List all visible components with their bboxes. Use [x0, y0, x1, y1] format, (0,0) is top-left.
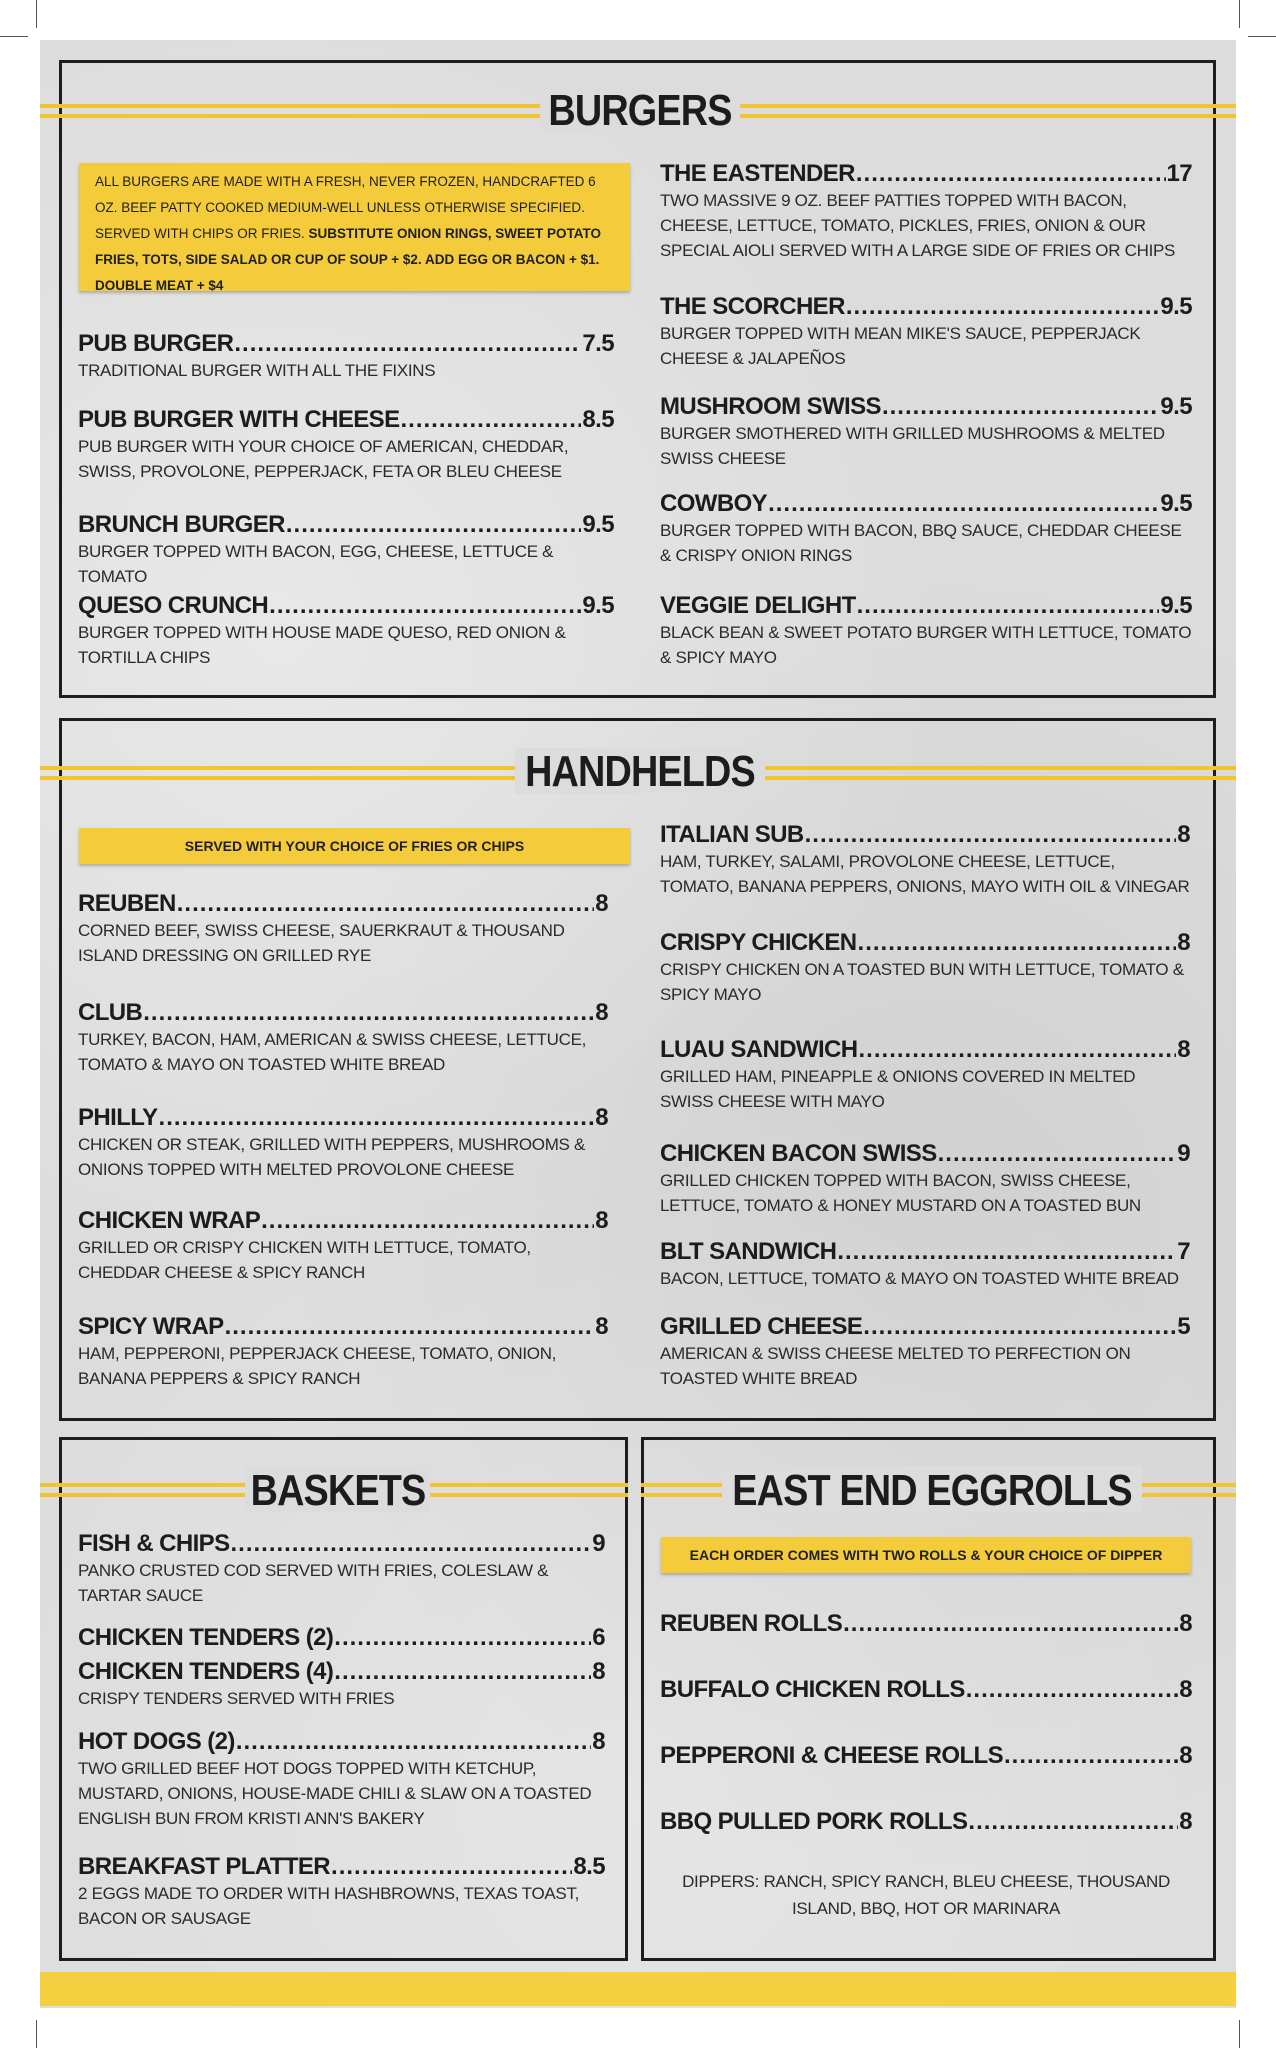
item-description: PANKO CRUSTED COD SERVED WITH FRIES, COLESLAW & TARTAR SAUCE	[78, 1561, 549, 1605]
item-name: PHILLY	[78, 1104, 158, 1131]
item-price: 8	[595, 1104, 608, 1131]
item-price: 6	[592, 1624, 605, 1651]
menu-item	[660, 1610, 1192, 1638]
menu-item	[78, 592, 614, 670]
item-description: HAM, TURKEY, SALAMI, PROVOLONE CHEESE, LETTUCE, TOMATO, BANANA PEPPERS, ONIONS, MAYO WITH OIL & VINEGAR	[660, 852, 1190, 896]
menu-item	[78, 1313, 608, 1391]
dippers-text: DIPPERS: RANCH, SPICY RANCH, BLEU CHEESE, THOUSAND ISLAND, BBQ, HOT OR MARINARA	[682, 1872, 1170, 1918]
baskets-title: BASKETS	[250, 1466, 426, 1515]
item-description: GRILLED CHICKEN TOPPED WITH BACON, SWISS CHEESE, LETTUCE, TOMATO & HONEY MUSTARD ON A TOASTED BUN	[660, 1171, 1141, 1215]
menu-item	[660, 1742, 1192, 1770]
item-price: 8	[1177, 929, 1190, 956]
item-price: 8	[595, 1207, 608, 1234]
item-price: 9.5	[582, 511, 614, 538]
item-description: HAM, PEPPERONI, PEPPERJACK CHEESE, TOMATO, ONION, BANANA PEPPERS & SPICY RANCH	[78, 1344, 557, 1388]
item-price: 9.5	[582, 592, 614, 619]
item-description: CRISPY CHICKEN ON A TOASTED BUN WITH LETTUCE, TOMATO & SPICY MAYO	[660, 960, 1184, 1004]
crop-mark	[36, 2020, 37, 2048]
menu-item	[660, 293, 1192, 371]
item-name: PEPPERONI & CHEESE ROLLS	[660, 1742, 1003, 1769]
item-name: CRISPY CHICKEN	[660, 929, 857, 956]
item-price: 17	[1166, 160, 1192, 187]
burgers-note-bold: SUBSTITUTE ONION RINGS, SWEET POTATO FRIES, TOTS, SIDE SALAD OR CUP OF SOUP + $2. ADD EGG OR BACON + $1. DOUBLE MEAT + $4	[95, 226, 602, 293]
item-price: 8	[1177, 821, 1190, 848]
item-price: 8	[595, 999, 608, 1026]
item-description: 2 EGGS MADE TO ORDER WITH HASHBROWNS, TEXAS TOAST, BACON OR SAUSAGE	[78, 1884, 580, 1928]
item-name: PUB BURGER	[78, 330, 234, 357]
item-name: THE EASTENDER	[660, 160, 855, 187]
item-price: 9	[592, 1530, 605, 1557]
menu-item	[78, 511, 614, 589]
item-price: 8	[592, 1728, 605, 1755]
menu-item	[660, 1313, 1190, 1391]
item-name: BUFFALO CHICKEN ROLLS	[660, 1676, 965, 1703]
item-price: 8	[595, 1313, 608, 1340]
item-description: PUB BURGER WITH YOUR CHOICE OF AMERICAN, CHEDDAR, SWISS, PROVOLONE, PEPPERJACK, FETA OR BLEU CHEESE	[78, 437, 569, 481]
crop-mark	[1239, 0, 1240, 28]
handhelds-title: HANDHELDS	[525, 747, 755, 796]
item-price: 8	[1179, 1742, 1192, 1769]
item-description: BURGER SMOTHERED WITH GRILLED MUSHROOMS & MELTED SWISS CHEESE	[660, 424, 1165, 468]
item-name: HOT DOGS (2)	[78, 1728, 235, 1755]
item-description: BURGER TOPPED WITH BACON, EGG, CHEESE, LETTUCE & TOMATO	[78, 542, 554, 586]
menu-item	[660, 160, 1192, 263]
item-name: VEGGIE DELIGHT	[660, 592, 856, 619]
item-description: BLACK BEAN & SWEET POTATO BURGER WITH LETTUCE, TOMATO & SPICY MAYO	[660, 623, 1192, 667]
item-price: 9.5	[1160, 490, 1192, 517]
menu-item	[78, 890, 608, 968]
item-price: 7	[1177, 1238, 1190, 1265]
item-price: 8	[592, 1658, 605, 1685]
item-name: CHICKEN WRAP	[78, 1207, 261, 1234]
item-name: QUESO CRUNCH	[78, 592, 269, 619]
item-name: GRILLED CHEESE	[660, 1313, 863, 1340]
item-price: 9.5	[1160, 592, 1192, 619]
menu-item	[660, 393, 1192, 471]
item-name: MUSHROOM SWISS	[660, 393, 881, 420]
menu-item	[78, 1658, 605, 1711]
item-price: 8	[1177, 1036, 1190, 1063]
item-name: CHICKEN BACON SWISS	[660, 1140, 937, 1167]
item-price: 8.5	[573, 1853, 605, 1880]
item-description: AMERICAN & SWISS CHEESE MELTED TO PERFECTION ON TOASTED WHITE BREAD	[660, 1344, 1131, 1388]
item-name: REUBEN	[78, 890, 176, 917]
menu-item	[660, 490, 1192, 568]
item-description: BURGER TOPPED WITH BACON, BBQ SAUCE, CHEDDAR CHEESE & CRISPY ONION RINGS	[660, 521, 1182, 565]
item-name: COWBOY	[660, 490, 768, 517]
item-description: TWO GRILLED BEEF HOT DOGS TOPPED WITH KETCHUP, MUSTARD, ONIONS, HOUSE-MADE CHILI & SLAW ON A TOASTED ENGLISH BUN FROM KRISTI ANN'S BAKERY	[78, 1759, 592, 1828]
item-price: 8.5	[582, 406, 614, 433]
item-name: SPICY WRAP	[78, 1313, 224, 1340]
item-name: BLT SANDWICH	[660, 1238, 837, 1265]
menu-item	[78, 1624, 605, 1652]
burgers-title: BURGERS	[548, 86, 732, 135]
item-description: TURKEY, BACON, HAM, AMERICAN & SWISS CHEESE, LETTUCE, TOMATO & MAYO ON TOASTED WHITE BREAD	[78, 1030, 587, 1074]
menu-item	[660, 1676, 1192, 1704]
menu-item	[660, 1808, 1192, 1836]
item-name: PUB BURGER WITH CHEESE	[78, 406, 400, 433]
item-name: ITALIAN SUB	[660, 821, 804, 848]
eggrolls-note: EACH ORDER COMES WITH TWO ROLLS & YOUR CHOICE OF DIPPER	[661, 1537, 1191, 1573]
item-price: 9	[1177, 1140, 1190, 1167]
item-name: REUBEN ROLLS	[660, 1610, 843, 1637]
item-price: 8	[595, 890, 608, 917]
item-description: CRISPY TENDERS SERVED WITH FRIES	[78, 1689, 395, 1708]
item-description: TRADITIONAL BURGER WITH ALL THE FIXINS	[78, 361, 436, 380]
menu-item	[78, 1530, 605, 1608]
item-price: 8	[1179, 1610, 1192, 1637]
crop-mark	[1239, 2020, 1240, 2048]
item-price: 8	[1179, 1676, 1192, 1703]
menu-item	[660, 929, 1190, 1007]
item-description: BURGER TOPPED WITH MEAN MIKE'S SAUCE, PEPPERJACK CHEESE & JALAPEÑOS	[660, 324, 1141, 368]
crop-mark	[1248, 36, 1276, 37]
menu-item	[660, 821, 1190, 899]
item-price: 7.5	[582, 330, 614, 357]
burgers-note	[79, 163, 630, 291]
handhelds-note: SERVED WITH YOUR CHOICE OF FRIES OR CHIPS	[79, 828, 630, 864]
menu-item	[660, 592, 1192, 670]
crop-mark	[0, 36, 28, 37]
item-description: CORNED BEEF, SWISS CHEESE, SAUERKRAUT & THOUSAND ISLAND DRESSING ON GRILLED RYE	[78, 921, 565, 965]
bottom-accent-bar	[40, 1972, 1236, 2006]
item-description: BURGER TOPPED WITH HOUSE MADE QUESO, RED ONION & TORTILLA CHIPS	[78, 623, 566, 667]
item-name: CHICKEN TENDERS (2)	[78, 1624, 334, 1651]
item-description: CHICKEN OR STEAK, GRILLED WITH PEPPERS, MUSHROOMS & ONIONS TOPPED WITH MELTED PROVOLONE CHEESE	[78, 1135, 586, 1179]
burgers-note-regular: ALL BURGERS ARE MADE WITH A FRESH, NEVER FROZEN, HANDCRAFTED 6 OZ. BEEF PATTY COOKED MEDIUM-WELL UNLESS OTHERWISE SPECIFIED. SERVED WITH CHIPS OR FRIES.	[95, 174, 596, 241]
menu-item	[78, 1207, 608, 1285]
menu-item	[660, 1238, 1190, 1291]
eggrolls-title: EAST END EGGROLLS	[732, 1466, 1132, 1515]
menu-item	[78, 406, 614, 484]
menu-item	[78, 1104, 608, 1182]
item-name: THE SCORCHER	[660, 293, 845, 320]
item-description: GRILLED OR CRISPY CHICKEN WITH LETTUCE, TOMATO, CHEDDAR CHEESE & SPICY RANCH	[78, 1238, 531, 1282]
item-price: 9.5	[1160, 293, 1192, 320]
item-price: 5	[1177, 1313, 1190, 1340]
item-name: CLUB	[78, 999, 143, 1026]
item-name: CHICKEN TENDERS (4)	[78, 1658, 334, 1685]
item-description: BACON, LETTUCE, TOMATO & MAYO ON TOASTED WHITE BREAD	[660, 1269, 1179, 1288]
menu-item	[78, 1728, 605, 1831]
item-name: FISH & CHIPS	[78, 1530, 230, 1557]
menu-item	[660, 1140, 1190, 1218]
item-price: 9.5	[1160, 393, 1192, 420]
menu-item	[78, 330, 614, 383]
item-name: LUAU SANDWICH	[660, 1036, 858, 1063]
item-price: 8	[1179, 1808, 1192, 1835]
menu-item	[660, 1036, 1190, 1114]
menu-item	[78, 999, 608, 1077]
crop-mark	[36, 0, 37, 28]
menu-item	[78, 1853, 605, 1931]
item-name: BREAKFAST PLATTER	[78, 1853, 331, 1880]
item-name: BBQ PULLED PORK ROLLS	[660, 1808, 968, 1835]
item-description: GRILLED HAM, PINEAPPLE & ONIONS COVERED IN MELTED SWISS CHEESE WITH MAYO	[660, 1067, 1136, 1111]
item-name: BRUNCH BURGER	[78, 511, 285, 538]
item-description: TWO MASSIVE 9 OZ. BEEF PATTIES TOPPED WITH BACON, CHEESE, LETTUCE, TOMATO, PICKLES, FRIES, ONION & OUR SPECIAL AIOLI SERVED WITH A LARGE SIDE OF FRIES OR CHIPS	[660, 191, 1176, 260]
